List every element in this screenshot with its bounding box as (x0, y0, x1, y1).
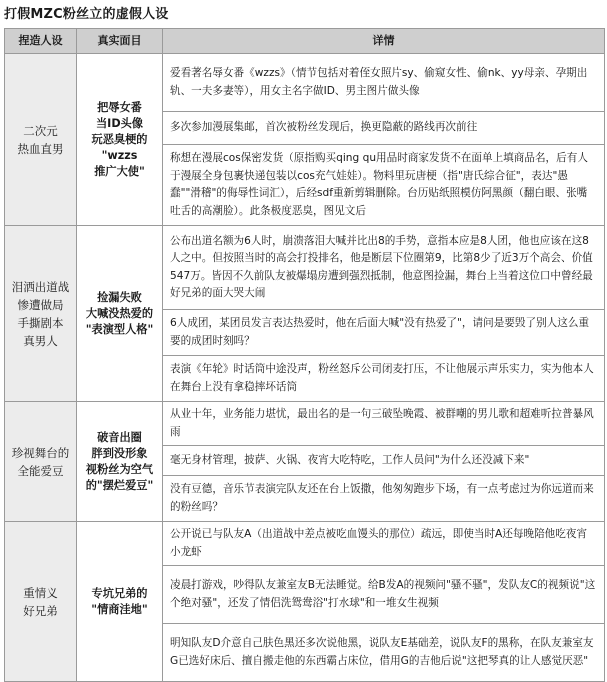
detail-cell: 爱看著名辱女番《wzzs》（情节包括对着侄女照片sy、偷窥女性、偷nk、yy母亲、孕期出轨、一夫多妻等），用女主名字做ID、男主图片做头像 (163, 54, 605, 112)
true-face-cell (77, 54, 163, 226)
detail-cell: 公布出道名额为6人时，崩溃落泪大喊并比出8的手势，意指本应是8人团，他也应该在这8人之中。但按照当时的高会打投排名，他是断层下位圈第9，比第8少了近3万个高会、价值547万。皆因不久前队友被爆塌房遭到强烈抵制，他意图捡漏，舞台上当着这位口中曾经最好兄弟的面大哭大闹 (163, 226, 605, 310)
persona-label: 泪洒出道战 惨遭做局 手撕剧本 真男人 (11, 279, 70, 348)
header-details: 详情 (163, 29, 605, 54)
detail-cell: 公开说已与队友A（出道战中差点被吃血馒头的那位）疏远，即使当时A还每晚陪他吃夜宵小龙虾 (163, 522, 605, 566)
persona-table (4, 28, 605, 682)
persona-label: 二次元 热血直男 (17, 123, 64, 156)
persona-cell (5, 522, 77, 682)
table-row (5, 522, 605, 566)
true-face-cell (77, 402, 163, 522)
page-title: 打假MZC粉丝立的虚假人设 (4, 7, 169, 22)
persona-cell (5, 226, 77, 402)
detail-cell: 6人成团，某团员发言表达热爱时，他在后面大喊"没有热爱了"，请问是要毁了别人这么重要的成团时刻吗？ (163, 310, 605, 356)
table-row (5, 226, 605, 310)
detail-cell: 称想在漫展cos保密发货（原指购买qing qu用品时商家发货不在面单上填商品名，后有人于漫展全身包裹快递包装以cos充气娃娃）。物料里玩唐梗（指"唐氏综合征"，表达"愚蠢""滑稽"的侮辱性词汇），后经sdf重新剪辑删除。台历贴纸照模仿阿黑颜（翻白眼、张嘴吐舌的高潮脸）。此条极度恶臭，图见文后 (163, 145, 605, 226)
persona-label: 珍视舞台的 全能爱豆 (11, 445, 70, 478)
detail-cell: 没有豆德，音乐节表演完队友还在台上饭撒，他匆匆跑步下场，有一点考虑过为你远道而来的粉丝吗？ (163, 476, 605, 522)
true-face-label: 专坑兄弟的 "情商洼地" (91, 586, 148, 616)
detail-cell: 从业十年，业务能力堪忧，最出名的是一句三破坠晚霞、被群嘲的男儿歌和超难听拉普暴风雨 (163, 402, 605, 446)
true-face-label: 捡漏失败 大喊没热爱的 "表演型人格" (85, 290, 154, 336)
header-true-face: 真实面目 (77, 29, 163, 54)
true-face-label: 把辱女番 当ID头像 玩恶臭梗的 "wzzs 推广大使" (91, 100, 148, 178)
table-row (5, 54, 605, 112)
persona-label: 重情义 好兄弟 (23, 585, 58, 618)
table-header-row (5, 29, 605, 54)
detail-cell: 明知队友D介意自己肤色黑还多次说他黑，说队友E基础差，说队友F的黑称，在队友兼室友G已选好床后、擅自搬走他的东西霸占床位，借用G的吉他后说"这把琴真的让人感觉厌恶" (163, 624, 605, 682)
true-face-label: 破音出圈 胖到没形象 视粉丝为空气 的"摆烂爱豆" (85, 430, 154, 492)
true-face-cell (77, 522, 163, 682)
detail-cell: 毫无身材管理，披萨、火锅、夜宵大吃特吃，工作人员问"为什么还没减下来" (163, 446, 605, 476)
table-row (5, 402, 605, 446)
detail-cell: 多次参加漫展集邮，首次被粉丝发现后，换更隐蔽的路线再次前往 (163, 112, 605, 145)
persona-cell (5, 54, 77, 226)
detail-cell: 凌晨打游戏，吵得队友兼室友B无法睡觉。给B发A的视频问"骚不骚"，发队友C的视频说"这个绝对骚"，还发了情侣洗鸳鸯浴"打水球"和一堆女生视频 (163, 566, 605, 624)
detail-cell: 表演《年轮》时话筒中途没声，粉丝怒斥公司闭麦打压，不让他展示声乐实力，实为他本人在舞台上没有拿稳摔坏话筒 (163, 356, 605, 402)
persona-cell (5, 402, 77, 522)
header-persona: 捏造人设 (5, 29, 77, 54)
true-face-cell (77, 226, 163, 402)
